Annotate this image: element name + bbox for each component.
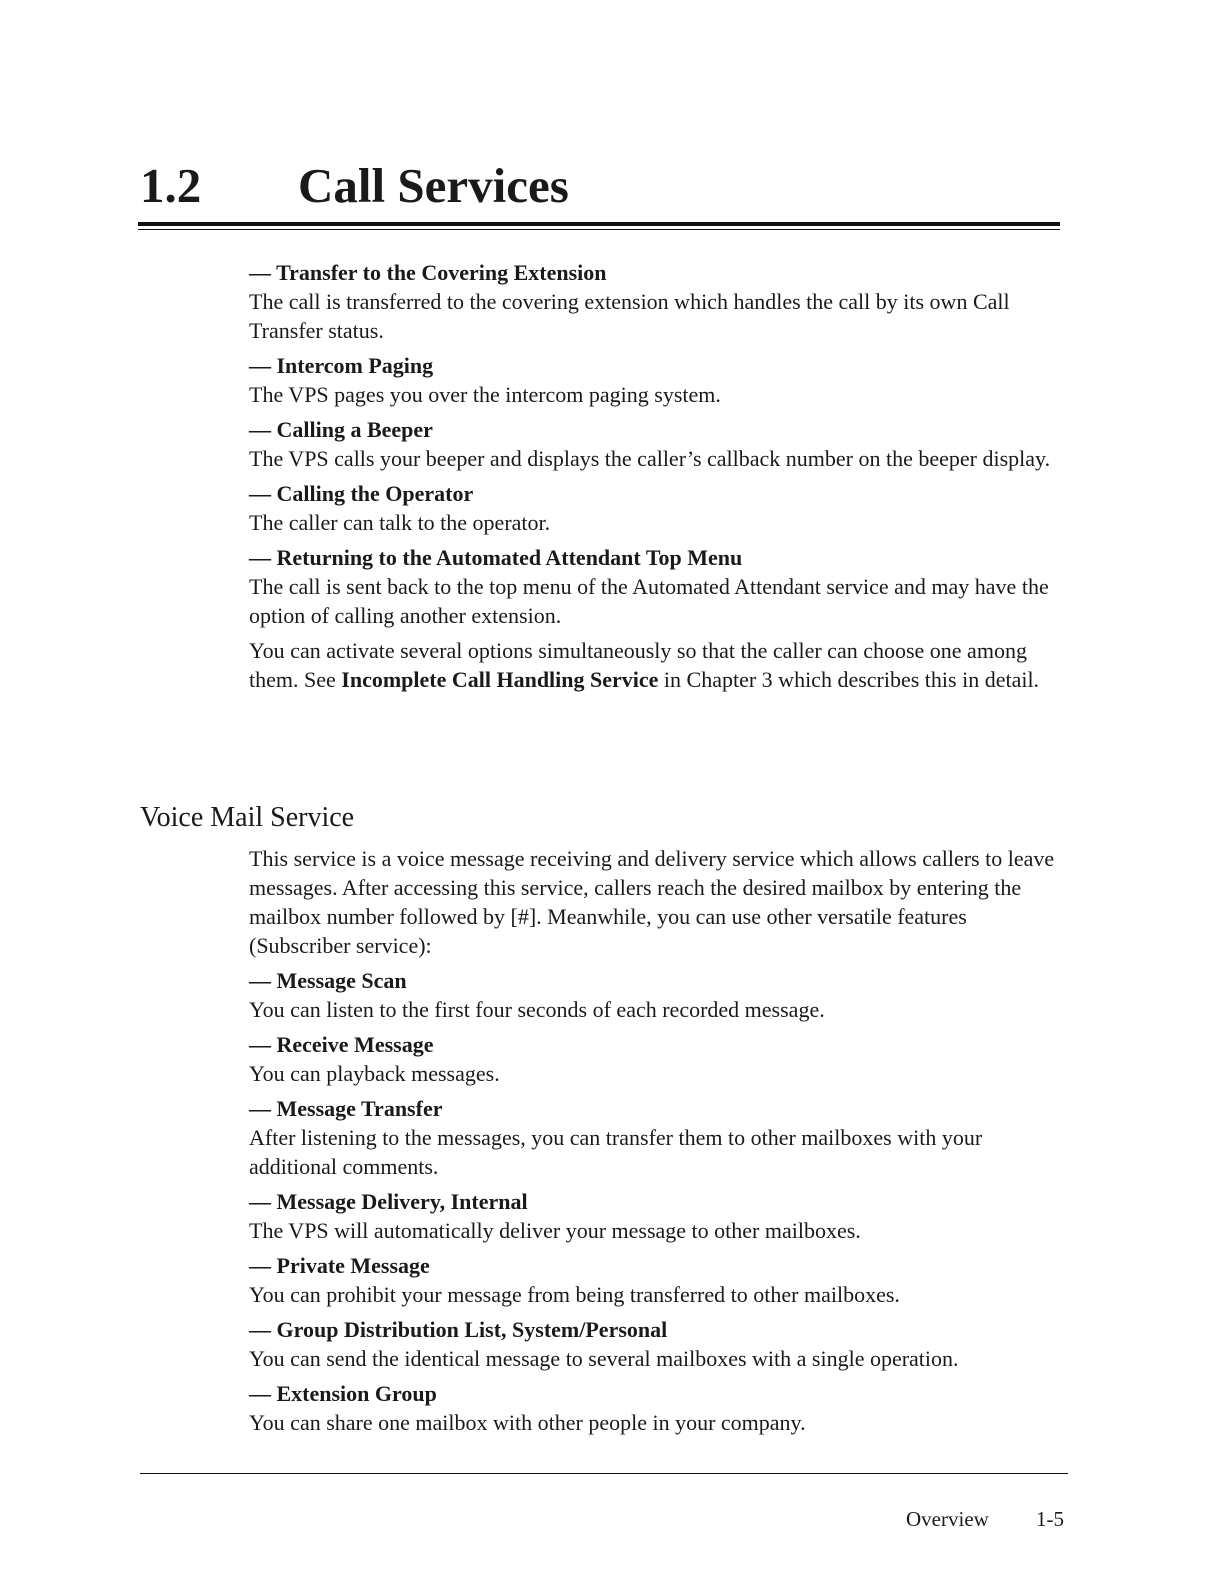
option-description: The VPS pages you over the intercom paging system. <box>249 382 721 407</box>
page-title: Call Services <box>298 158 569 213</box>
footer-section-label: Overview <box>906 1507 989 1531</box>
option-description: The call is transferred to the covering extension which handles the call by its own Call Transfer status. <box>249 289 1010 343</box>
feature-title: — Receive Message <box>249 1032 434 1057</box>
options-text-before: You can activate several options simultaneously so that the caller can choose one among them. See <box>249 638 1027 692</box>
page-number: 1-5 <box>1036 1507 1064 1531</box>
feature-description: The VPS will automatically deliver your message to other mailboxes. <box>249 1218 861 1243</box>
option-title: — Transfer to the Covering Extension <box>249 260 607 285</box>
option-item <box>249 258 1069 345</box>
voice-mail-heading: Voice Mail Service <box>140 802 355 833</box>
feature-item <box>249 1094 1069 1181</box>
option-title: — Returning to the Automated Attendant Top Menu <box>249 545 743 570</box>
feature-description: You can prohibit your message from being transferred to other mailboxes. <box>249 1282 900 1307</box>
feature-title: — Extension Group <box>249 1381 437 1406</box>
feature-title: — Message Transfer <box>249 1096 443 1121</box>
feature-title: — Message Scan <box>249 968 407 993</box>
feature-description: After listening to the messages, you can transfer them to other mailboxes with your additional comments. <box>249 1125 983 1179</box>
footer-rule <box>140 1473 1068 1474</box>
feature-description: You can send the identical message to several mailboxes with a single operation. <box>249 1346 959 1371</box>
feature-description: You can share one mailbox with other people in your company. <box>249 1410 806 1435</box>
option-title: — Calling the Operator <box>249 481 474 506</box>
voice-mail-section <box>249 844 1069 1443</box>
feature-description: You can listen to the first four seconds of each recorded message. <box>249 997 825 1022</box>
feature-item <box>249 1030 1069 1088</box>
feature-item <box>249 1251 1069 1309</box>
option-description: The caller can talk to the operator. <box>249 510 551 535</box>
feature-item <box>249 1315 1069 1373</box>
feature-item <box>249 966 1069 1024</box>
feature-title: — Group Distribution List, System/Personal <box>249 1317 668 1342</box>
call-services-options <box>249 258 1069 694</box>
feature-title: — Private Message <box>249 1253 430 1278</box>
feature-title: — Message Delivery, Internal <box>249 1189 528 1214</box>
option-description: The call is sent back to the top menu of the Automated Attendant service and may have the option of calling another extension. <box>249 574 1049 628</box>
option-title: — Calling a Beeper <box>249 417 433 442</box>
section-number: 1.2 <box>140 158 202 213</box>
option-item <box>249 479 1069 537</box>
options-text-after: in Chapter 3 which describes this in detail. <box>658 667 1040 692</box>
heading-rule <box>138 222 1060 226</box>
voice-mail-intro: This service is a voice message receiving and delivery service which allows callers to leave messages. After accessing this service, callers reach the desired mailbox by entering the mailbox number followed by [#]. Meanwhile, you can use other versatile features (Subscriber service): <box>249 846 1055 958</box>
chapter-reference: Incomplete Call Handling Service <box>341 667 659 692</box>
feature-item <box>249 1379 1069 1437</box>
heading-rule-thin <box>138 229 1060 230</box>
feature-description: You can playback messages. <box>249 1061 500 1086</box>
option-item <box>249 351 1069 409</box>
feature-item <box>249 1187 1069 1245</box>
option-item <box>249 415 1069 473</box>
option-item <box>249 543 1069 630</box>
option-title: — Intercom Paging <box>249 353 434 378</box>
options-paragraph <box>249 636 1069 694</box>
option-description: The VPS calls your beeper and displays the caller’s callback number on the beeper display. <box>249 446 1051 471</box>
